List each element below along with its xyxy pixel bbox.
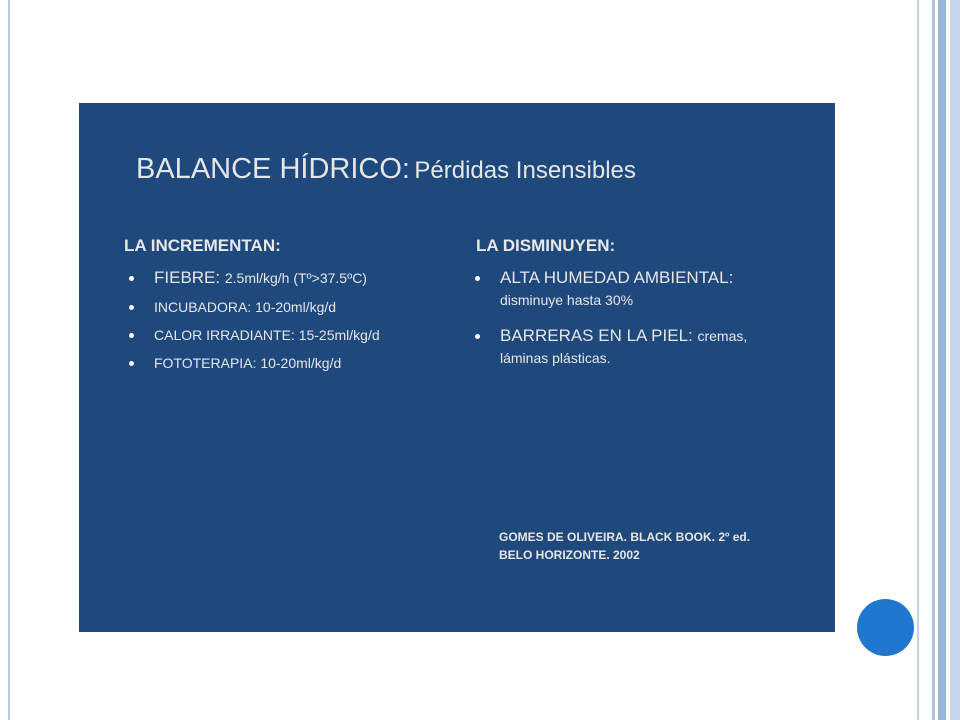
title-main: BALANCE HÍDRICO: (136, 153, 410, 185)
decrease-list (470, 268, 820, 366)
list-item (470, 268, 820, 308)
item-label: FOTOTERAPIA: 10-20ml/kg/d (154, 355, 342, 371)
item-label: FIEBRE: (154, 268, 221, 287)
reference-line-1: GOMES DE OLIVEIRA. BLACK BOOK. 2º ed. (499, 530, 751, 544)
decrease-heading: LA DISMINUYEN: (476, 236, 616, 255)
list-item (124, 355, 474, 371)
increase-heading: LA INCREMENTAN: (124, 236, 281, 255)
embedded-slide (79, 103, 835, 632)
list-item (470, 326, 820, 366)
reference-citation (499, 528, 819, 564)
item-label: INCUBADORA: 10-20ml/kg/d (154, 299, 337, 315)
reference-line-2: BELO HORIZONTE. 2002 (499, 548, 640, 562)
item-label: CALOR IRRADIANTE: 15-25ml/kg/d (154, 327, 380, 343)
item-detail-inline: cremas, (697, 328, 748, 344)
list-item (124, 299, 474, 315)
decrease-column (470, 236, 820, 384)
list-item (124, 327, 474, 343)
item-label: ALTA HUMEDAD AMBIENTAL: (500, 268, 734, 287)
slide-title (136, 153, 816, 186)
item-detail: disminuye hasta 30% (500, 292, 634, 308)
frame-left-line (8, 0, 10, 720)
list-item (124, 268, 474, 288)
item-label: BARRERAS EN LA PIEL: (500, 326, 693, 345)
title-sub: Pérdidas Insensibles (414, 157, 636, 184)
frame-right-stripes (917, 0, 960, 720)
accent-circle-decoration (857, 599, 914, 656)
item-detail: láminas plásticas. (500, 350, 611, 366)
increase-list (124, 268, 474, 371)
item-detail: 2.5ml/kg/h (Tº>37.5ºC) (224, 270, 367, 286)
increase-column (124, 236, 474, 383)
